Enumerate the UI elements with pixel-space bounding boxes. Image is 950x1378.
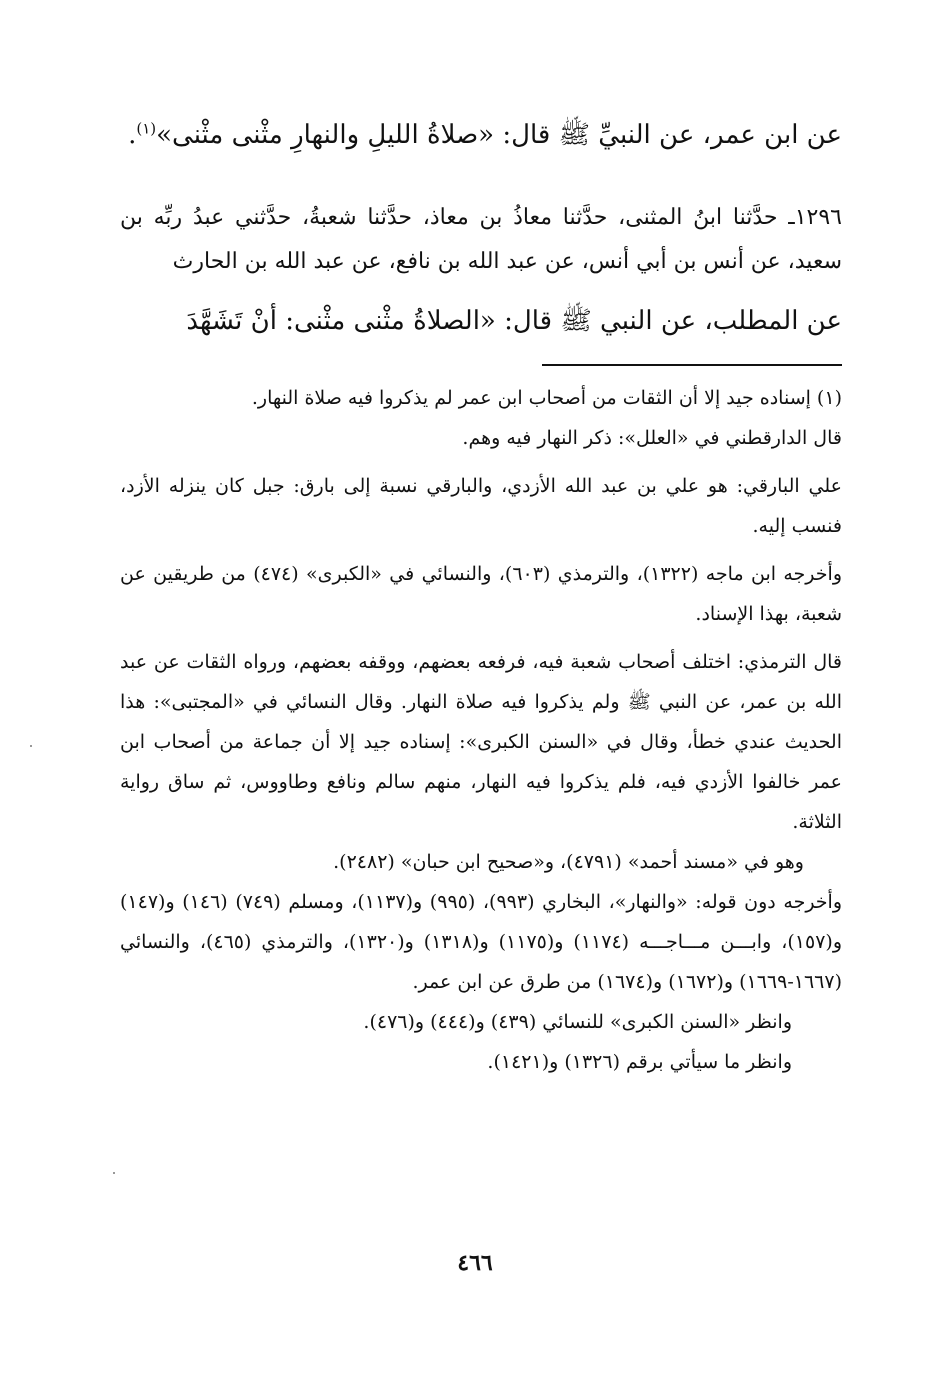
footnote-marker: (١) (136, 119, 157, 138)
footnotes (120, 378, 842, 1082)
hadith-isnad: حدَّثنا ابنُ المثنى، حدَّثنا معاذُ بن معاذ، حدَّثنا شعبةُ، حدَّثني عبدُ ربِّه بن سعيد، عن أنس بن أبي أنس، عن عبد الله بن نافع، عن عبد الله بن الحارث (120, 205, 842, 274)
hadith-number: ١٢٩٦ـ (788, 205, 842, 230)
main-text-end: . (128, 120, 137, 150)
footnote-separator (542, 364, 842, 366)
scan-speck (30, 745, 32, 747)
page-body (120, 110, 842, 1082)
hadith-matn-text: عن المطلب، عن النبي ﷺ قال: «الصلاةُ مثْنى مثْنى: أنْ تَشَهَّدَ (186, 306, 842, 336)
footnote: وأخرجه ابن ماجه (١٣٢٢)، والترمذي (٦٠٣)، والنسائي في «الكبرى» (٤٧٤) من طريقين عن شعبة، بهذا الإسناد. (120, 563, 842, 625)
footnote: وهو في «مسند أحمد» (٤٧٩١)، و«صحيح ابن حبان» (٢٤٨٢). (333, 851, 804, 873)
page-number: ٤٦٦ (457, 1250, 493, 1276)
footnote: وانظر ما سيأتي برقم (١٣٢٦) و(١٤٢١). (487, 1051, 792, 1073)
scan-speck (113, 1172, 115, 1174)
main-text: عن ابن عمر، عن النبيِّ ﷺ قال: «صلاةُ الليلِ والنهارِ مثْنى مثْنى» (156, 120, 842, 150)
footnote: (١) إسناده جيد إلا أن الثقات من أصحاب ابن عمر لم يذكروا فيه صلاة النهار. (251, 387, 842, 409)
footnote: قال الترمذي: اختلف أصحاب شعبة فيه، فرفعه بعضهم، ووقفه بعضهم، ورواه الثقات عن عبد الله بن عمر، عن النبي ﷺ ولم يذكروا فيه صلاة النهار. وقال النسائي في «المجتبى»: هذا الحديث عندي خطأ، وقال في «السنن الكبرى»: إسناده جيد إلا أن جماعة من أصحاب ابن عمر خالفوا الأزدي فيه، فلم يذكروا فيه النهار، منهم سالم ونافع وطاووس، ثم ساق رواية الثلاثة. (120, 651, 842, 833)
main-text-paragraph (120, 110, 842, 160)
hadith-paragraph (120, 196, 842, 284)
footnote: علي البارقي: هو علي بن عبد الله الأزدي، والبارقي نسبة إلى بارق: جبل كان ينزله الأزد، فنسب إليه. (120, 475, 842, 537)
footnote: وانظر «السنن الكبرى» للنسائي (٤٣٩) و(٤٤٤) و(٤٧٦). (363, 1011, 792, 1033)
footnote: وأخرجه دون قوله: «والنهار»، البخاري (٩٩٣)، (٩٩٥) و(١١٣٧)، ومسلم (٧٤٩) (١٤٦) و(١٤٧) و(١٥٧)، وابـــن مـــاجـــه (١١٧٤) و(١١٧٥) و(١٣١٨) و(١٣٢٠)، والترمذي (٤٦٥)، والنسائي (١٦٦٧-١٦٦٩) و(١٦٧٢) و(١٦٧٤) من طرق عن ابن عمر. (120, 891, 842, 993)
hadith-matn (120, 296, 842, 346)
footnote: قال الدارقطني في «العلل»: ذكر النهار فيه وهم. (462, 427, 842, 449)
